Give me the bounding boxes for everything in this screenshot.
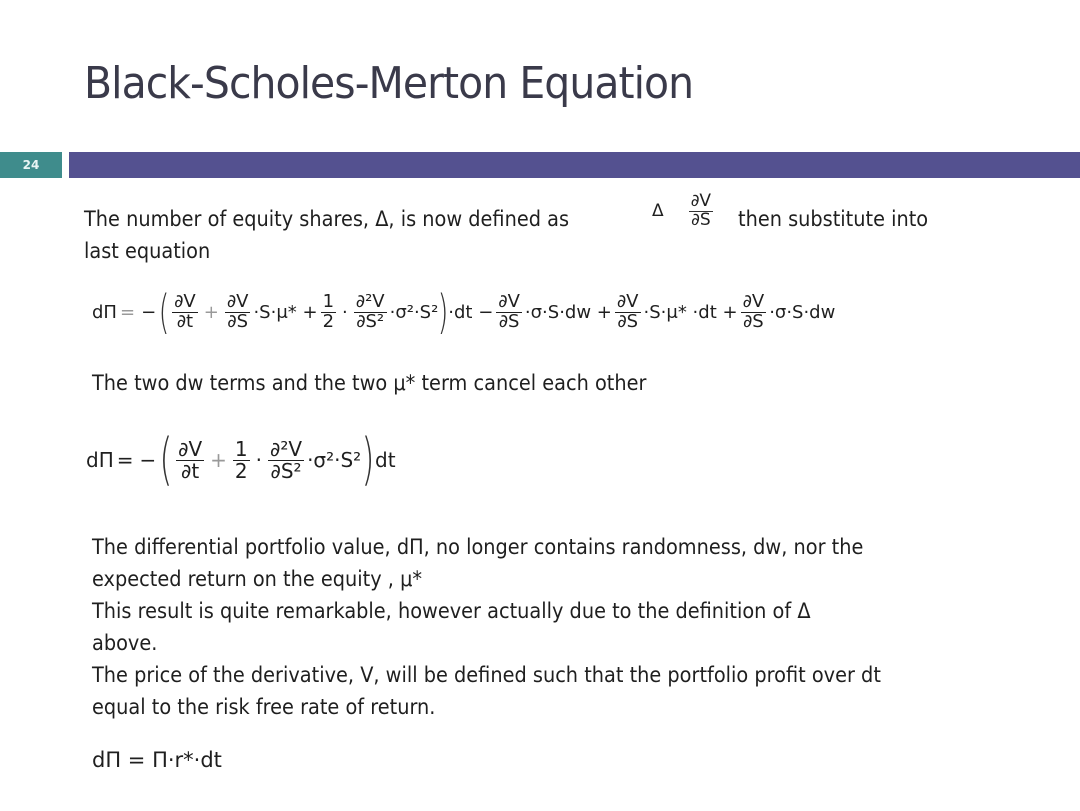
eq1-term5: $\frac{\partial V}{\partial S}$ (616, 290, 639, 332)
eq2-half: $\frac{1}{2}$ (234, 436, 248, 483)
equation-2: dΠ = − ( $\frac{\partial V}{\partial t}$ + $\frac{1}{2}$ · $\frac{\text{∂²V}}{\text{∂S²}}$ ·σ²·S² ) dt (86, 427, 396, 492)
eq1-half: $\frac{1}{2}$ (322, 290, 335, 332)
intro-line-1: The number of equity shares, Δ, is now defined as (84, 207, 570, 231)
equation-3: dΠ = Π·r*·dt (92, 748, 222, 772)
intro-line-1-tail: then substitute into (738, 207, 929, 231)
eq2-minus: − (139, 448, 157, 472)
left-paren: ( (158, 285, 170, 339)
delta-definition (652, 193, 716, 230)
slide-title: Black-Scholes-Merton Equation (84, 58, 694, 109)
eq2-term2: $\frac{\text{∂²V}}{\text{∂S²}}$ (270, 436, 303, 483)
eq1-term6: $\frac{\partial V}{\partial S}$ (742, 290, 765, 332)
eq2-equals: = (116, 448, 134, 472)
paragraph-line-3: This result is quite remarkable, however actually due to the definition of Δ (92, 599, 811, 623)
eq2-lhs: dΠ (86, 448, 114, 472)
eq1-term1: $\frac{\partial V}{\partial t}$ (174, 290, 196, 332)
eq1-term2: $\frac{\partial V}{\partial S}$ (226, 290, 249, 332)
paragraph-line-1: The differential portfolio value, dΠ, no longer contains randomness, dw, nor the (92, 535, 864, 559)
eq1-term4: $\frac{\partial V}{\partial S}$ (498, 290, 520, 332)
eq2-term1: $\frac{\partial V}{\partial t}$ (178, 436, 203, 483)
right-paren: ) (361, 427, 375, 492)
paragraph-line-4: above. (92, 631, 158, 655)
eq1-term3: $\frac{\text{∂²V}}{\text{∂S²}}$ (355, 290, 385, 332)
intro-line-2: last equation (84, 239, 211, 263)
equation-1: dΠ = − ( $\frac{\partial V}{\partial t}$ + $\frac{\partial V}{\partial S}$ ·S·μ* + $\frac{1}{2}$ · $\frac{\text{∂²V}}{\text{∂S²}}$ ·σ²·S² ) ·dt − $\frac{\partial V}{\partial S}$ ·σ·S·dw + $\frac{\partial V}{\partial S}$ ·S·μ* ·dt + $\frac{\partial V}{\partial S}$ ·σ·S·dw (92, 285, 836, 339)
paragraph-line-2: expected return on the equity , μ* (92, 567, 423, 591)
paragraph-line-5: The price of the derivative, V, will be defined such that the portfolio profit over dt (92, 663, 881, 687)
left-paren: ( (159, 427, 173, 492)
paragraph-line-6: equal to the risk free rate of return. (92, 695, 436, 719)
right-paren: ) (437, 285, 449, 339)
delta-symbol: Δ (652, 201, 664, 222)
title-band (69, 152, 1080, 178)
eq1-equals: = (119, 301, 136, 323)
slide-number: 24 (0, 152, 62, 178)
cancel-note: The two dw terms and the two μ* term cancel each other (92, 371, 647, 395)
dv-ds-fraction: $\frac{\partial V}{\partial S}$ (690, 191, 712, 230)
eq1-minus: − (141, 301, 157, 323)
eq1-lhs: dΠ (92, 301, 117, 323)
